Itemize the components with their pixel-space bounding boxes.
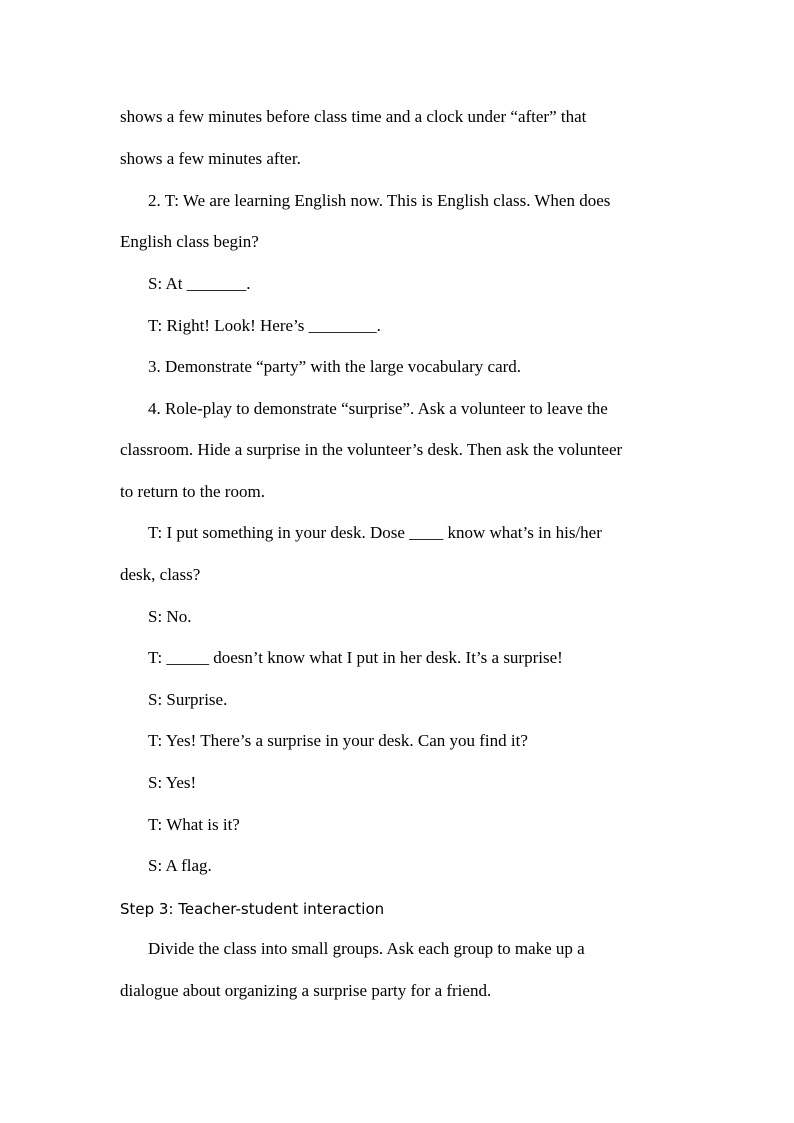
dialogue-line: S: Yes! <box>148 773 197 792</box>
dialogue-line: T: What is it? <box>148 815 240 834</box>
paragraph-line: English class begin? <box>120 232 259 251</box>
dialogue-line: S: Surprise. <box>148 690 228 709</box>
paragraph-line: 2. T: We are learning English now. This is English class. When does <box>148 191 611 210</box>
dialogue-line: T: I put something in your desk. Dose ____ know what’s in his/her <box>148 523 602 542</box>
dialogue-line: S: At _______. <box>148 274 251 293</box>
paragraph-line: shows a few minutes before class time and a clock under “after” that <box>120 107 587 126</box>
dialogue-line: S: A flag. <box>148 856 212 875</box>
paragraph-line: Divide the class into small groups. Ask each group to make up a <box>148 939 585 958</box>
paragraph-line: 3. Demonstrate “party” with the large vocabulary card. <box>148 357 522 376</box>
dialogue-line: T: _____ doesn’t know what I put in her desk. It’s a surprise! <box>148 648 563 667</box>
paragraph-line: to return to the room. <box>120 482 265 501</box>
dialogue-line: T: Right! Look! Here’s ________. <box>148 316 381 335</box>
paragraph-line: dialogue about organizing a surprise party for a friend. <box>120 981 492 1000</box>
paragraph-line: 4. Role-play to demonstrate “surprise”. Ask a volunteer to leave the <box>148 399 608 418</box>
dialogue-line: T: Yes! There’s a surprise in your desk. Can you find it? <box>148 731 528 750</box>
paragraph-line: shows a few minutes after. <box>120 149 301 168</box>
dialogue-line: S: No. <box>148 607 192 626</box>
paragraph-line: classroom. Hide a surprise in the volunteer’s desk. Then ask the volunteer <box>120 440 623 459</box>
dialogue-line: desk, class? <box>120 565 201 584</box>
section-heading: Step 3: Teacher-student interaction <box>120 900 385 918</box>
